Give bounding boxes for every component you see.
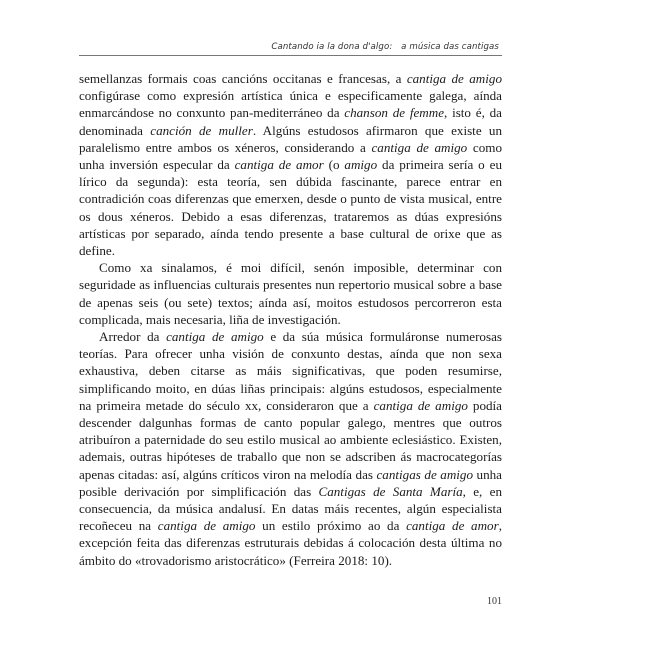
running-head-title: Cantando ia la dona d'algo: — [271, 42, 393, 52]
body-text — [79, 70, 502, 569]
italic-term: amigo — [344, 157, 378, 173]
text-run: , isto é, da denominada — [79, 105, 502, 138]
text-run: configúrase como expresión artística única e especificamente galega, aínda enmarcándose no conxunto pan-mediterráneo da — [79, 88, 502, 121]
text-run: como unha inversión especular da — [79, 139, 502, 173]
italic-term: Cantigas de Santa María — [318, 483, 463, 499]
italic-term: cantiga de amigo — [371, 139, 468, 155]
text-run: da primeira sería o eu lírico da segunda): esta teoría, sen dúbida fascinante, parece entrar en contradición coas diferenzas que emerxen, desde o punto de vista musical, entre os dous xéneros. Debido a esas diferenzas, trataremos as dúas expresións artísticas por separado, aínda tendo presente a base cultural de orixe que as define. — [79, 157, 502, 259]
page-number: 101 — [487, 596, 502, 607]
text-run: . Algúns estudosos afirmaron que existe un paralelismo entre ambos os xéneros, considerando a — [79, 122, 503, 155]
text-run: , e, en consecuencia, da música andalusí. En datas máis recentes, algún especialista recoñeceu na — [79, 483, 503, 534]
text-run: Arredor da — [99, 329, 167, 345]
italic-term: cantiga de amor — [234, 157, 324, 173]
italic-term: cantiga de amigo — [157, 518, 256, 534]
text-run: podía descender dalgunhas formas de canto popular galego, mentres que outros atribuíron a paternidade do seu estilo musical ao ambiente eclesiástico. Existen, ademais, outras hipóteses de traballo que non se adscriben ás macrocategorías apenas citadas: así, algúns críticos viron na melodía das — [79, 397, 502, 482]
italic-term: cantigas de amigo — [376, 466, 474, 482]
text-run: semellanzas formais coas cancións occitanas e francesas, a — [79, 71, 407, 86]
paragraph — [79, 328, 502, 569]
paragraph — [79, 259, 502, 328]
italic-term: cantiga de amigo — [166, 329, 264, 345]
italic-term: chanson de femme — [344, 105, 445, 121]
text-run: Como xa sinalamos, é moi difícil, senón imposible, determinar con seguridade as influencias culturais presentes nun repertorio musical sobre a base de apenas seis (ou sete) textos; aínda así, moitos estudosos percorreron esta complicada, mais necesaria, liña de investigación. — [79, 260, 502, 327]
running-head — [271, 42, 499, 52]
italic-term: cantiga de amigo — [373, 397, 468, 413]
text-run: unha posible derivación por simplificación das — [79, 466, 502, 499]
text-run: e da súa música formuláronse numerosas teorías. Para ofrecer unha visión de conxunto destas, aínda que non sexa exhaustiva, deben citarse as máis significativas, que poden resumirse, simplificando moito, en dúas liñas principais: algúns estudosos, especialmente na primeira metade do século xx, consideraron que a — [79, 329, 502, 413]
text-run: , excepción feita das diferenzas estruturais debidas á colocación desta última no ámbito do «trovadorismo aristocrático» (Ferreira 2018: 10). — [79, 518, 502, 568]
italic-term: cantiga de amigo — [406, 71, 502, 86]
paragraph — [79, 70, 502, 259]
running-head-subtitle: a música das cantigas — [401, 42, 499, 52]
text-run: un estilo próximo ao da — [255, 518, 407, 534]
header-rule — [79, 55, 502, 56]
text-run: (o — [323, 157, 345, 173]
italic-term: canción de muller — [150, 122, 253, 138]
italic-term: cantiga de amor — [406, 518, 499, 534]
